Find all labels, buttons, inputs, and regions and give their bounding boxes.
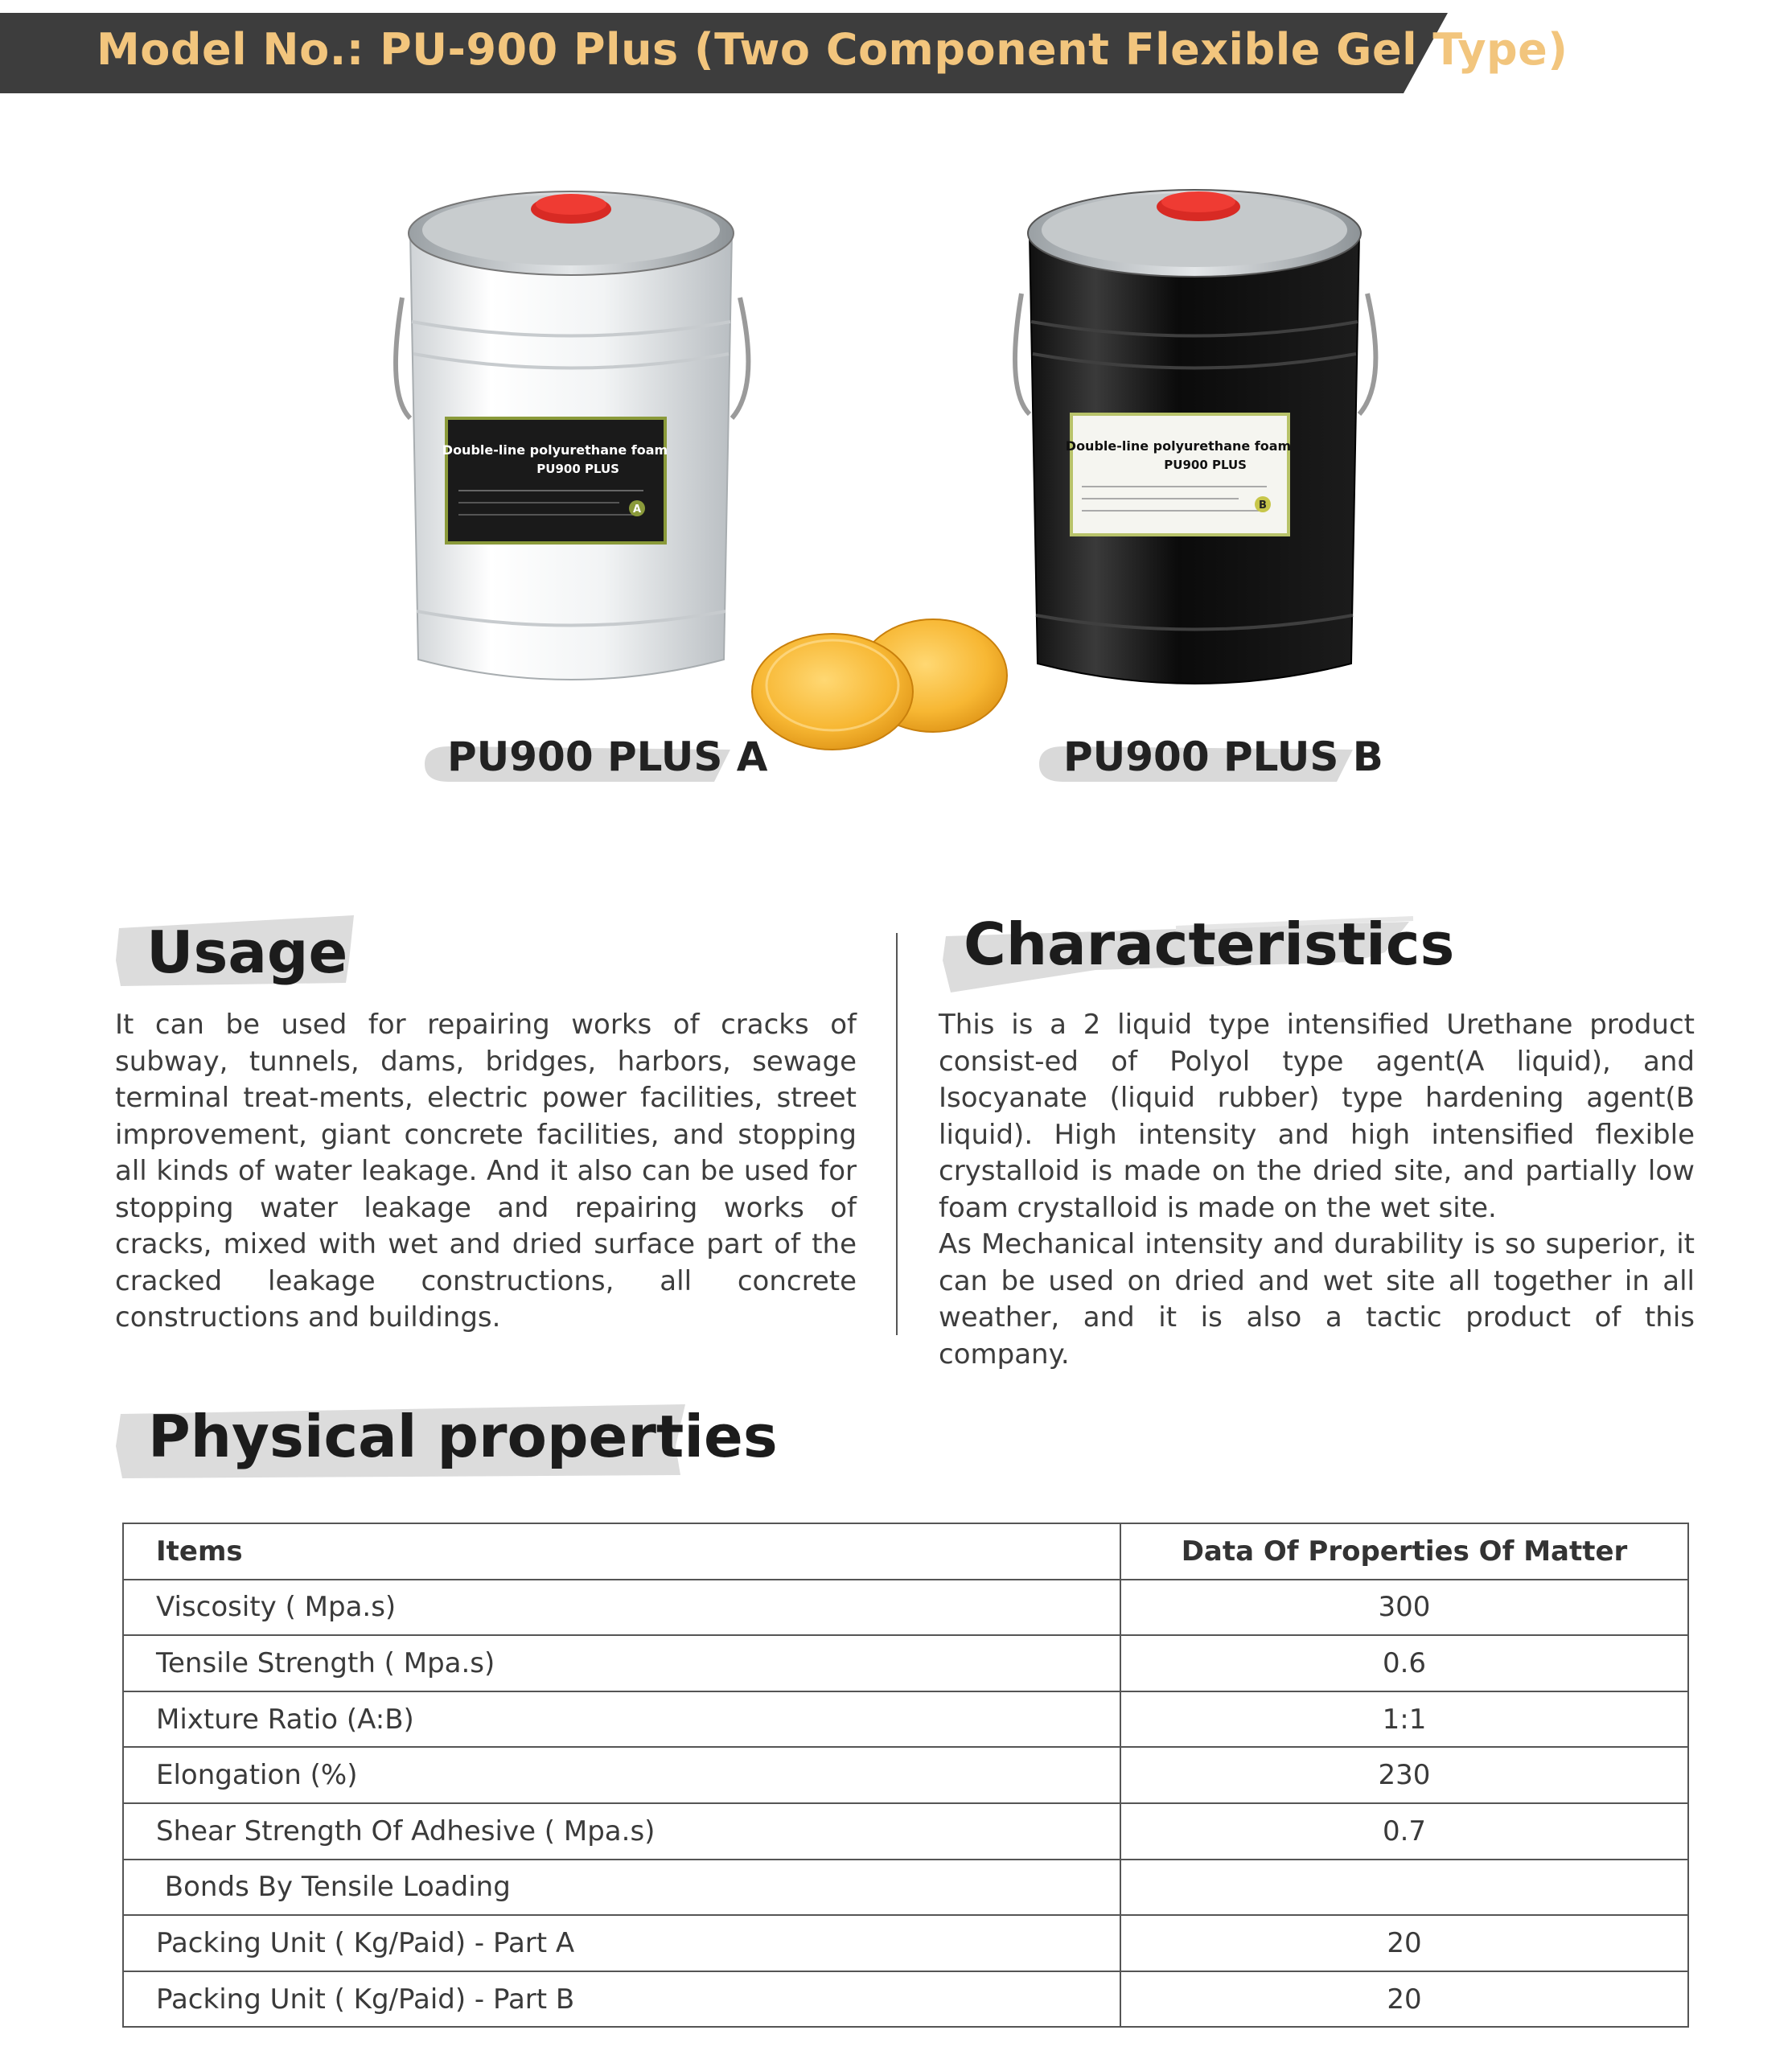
characteristics-title: Characteristics	[964, 910, 1455, 978]
characteristics-paragraph-2: As Mechanical intensity and durability is so superior, it can be used on dried and wet site all together in all weather, and it is also a tactic product of this company.	[939, 1228, 1695, 1371]
table-cell-item: Bonds By Tensile Loading	[123, 1860, 1120, 1916]
bucket-b-badge: B	[1259, 499, 1267, 512]
bucket-a-image	[378, 177, 764, 708]
table-cell-value: 0.7	[1120, 1803, 1688, 1860]
table-cell-value: 300	[1120, 1580, 1688, 1636]
header-banner	[0, 13, 1568, 93]
table-cell-item: Tensile Strength ( Mpa.s)	[123, 1635, 1120, 1691]
table-row	[123, 1747, 1688, 1803]
page-title: Model No.: PU-900 Plus (Two Component Flexible Gel Type)	[97, 24, 1568, 75]
bucket-b-label-line2: PU900 PLUS	[1164, 458, 1247, 472]
table-cell-item: Packing Unit ( Kg/Paid) - Part B	[123, 1971, 1120, 2028]
product-b-label: PU900 PLUS B	[1063, 734, 1383, 780]
table-cell-item: Mixture Ratio (A:B)	[123, 1691, 1120, 1748]
column-divider	[896, 933, 898, 1335]
bucket-a-badge: A	[632, 503, 642, 516]
table-cell-value	[1120, 1860, 1688, 1916]
table-cell-item: Packing Unit ( Kg/Paid) - Part A	[123, 1915, 1120, 1971]
usage-title: Usage	[146, 919, 348, 986]
table-header-row	[123, 1523, 1688, 1580]
table-cell-item: Shear Strength Of Adhesive ( Mpa.s)	[123, 1803, 1120, 1860]
table-row	[123, 1580, 1688, 1636]
characteristics-paragraph-1: This is a 2 liquid type intensified Urethane product consist-ed of Polyol type agent(A liquid), and Isocyanate (liquid rubber) type hardening agent(B liquid). High intensity and high intensified flexible crystalloid is made on the dried site, and partially low foam crystalloid is made on the wet site.	[939, 1009, 1695, 1224]
table-cell-value: 1:1	[1120, 1691, 1688, 1748]
table-cell-value: 0.6	[1120, 1635, 1688, 1691]
physical-properties-table	[122, 1523, 1689, 2028]
characteristics-text	[939, 1007, 1695, 1373]
gel-sample-image	[744, 611, 1017, 756]
table-cell-item: Viscosity ( Mpa.s)	[123, 1580, 1120, 1636]
table-row	[123, 1915, 1688, 1971]
bucket-b-label-line1: Double-line polyurethane foam	[1065, 438, 1292, 454]
usage-paragraph: It can be used for repairing works of cracks of subway, tunnels, dams, bridges, harbors, sewage terminal treat-ments, electric power facilities, street improvement, giant concrete facilities, and stopping all kinds of water leakage. And it also can be used for stopping water leakage and repairing works of cracks, mixed with wet and dried surface part of the cracked leakage constructions, all concrete constructions and buildings.	[115, 1009, 857, 1334]
table-cell-value: 20	[1120, 1915, 1688, 1971]
bucket-b-image	[997, 173, 1391, 704]
bucket-a-label-line2: PU900 PLUS	[536, 462, 619, 476]
bucket-a-label-line1: Double-line polyurethane foam	[442, 442, 668, 458]
product-a-label: PU900 PLUS A	[447, 734, 768, 780]
usage-text	[115, 1007, 857, 1337]
table-row	[123, 1860, 1688, 1916]
table-cell-value: 20	[1120, 1971, 1688, 2028]
physical-properties-title: Physical properties	[148, 1403, 778, 1470]
table-row	[123, 1971, 1688, 2028]
table-row	[123, 1635, 1688, 1691]
table-header-data: Data Of Properties Of Matter	[1120, 1523, 1688, 1580]
table-cell-value: 230	[1120, 1747, 1688, 1803]
product-image-area	[0, 161, 1792, 820]
table-header-items: Items	[123, 1523, 1120, 1580]
table-row	[123, 1691, 1688, 1748]
table-cell-item: Elongation (%)	[123, 1747, 1120, 1803]
table-row	[123, 1803, 1688, 1860]
